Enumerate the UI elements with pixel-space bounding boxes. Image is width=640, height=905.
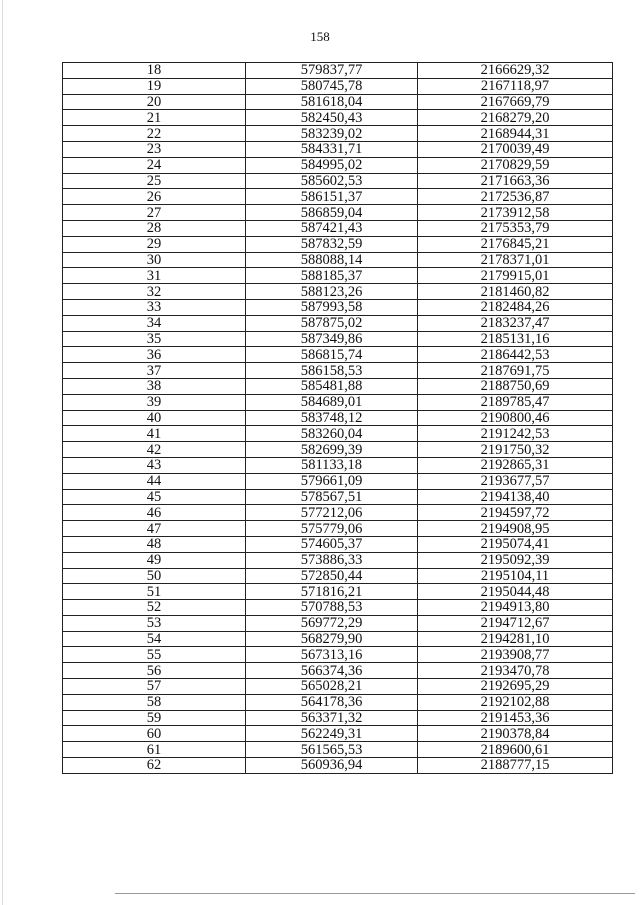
point-number-cell: 24 xyxy=(63,157,246,173)
x-coordinate-cell: 562249,31 xyxy=(246,726,418,742)
point-number-cell: 31 xyxy=(63,268,246,284)
point-number-cell: 26 xyxy=(63,189,246,205)
x-coordinate-cell: 570788,53 xyxy=(246,600,418,616)
y-coordinate-cell: 2181460,82 xyxy=(418,284,613,300)
y-coordinate-cell: 2175353,79 xyxy=(418,220,613,236)
point-number-cell: 30 xyxy=(63,252,246,268)
point-number-cell: 40 xyxy=(63,410,246,426)
y-coordinate-cell: 2191750,32 xyxy=(418,442,613,458)
y-coordinate-cell: 2192695,29 xyxy=(418,679,613,695)
point-number-cell: 20 xyxy=(63,94,246,110)
table-row xyxy=(63,505,613,521)
point-number-cell: 52 xyxy=(63,600,246,616)
y-coordinate-cell: 2194908,95 xyxy=(418,521,613,537)
point-number-cell: 34 xyxy=(63,315,246,331)
y-coordinate-cell: 2195074,41 xyxy=(418,536,613,552)
x-coordinate-cell: 582699,39 xyxy=(246,442,418,458)
table-row xyxy=(63,394,613,410)
table-row xyxy=(63,457,613,473)
x-coordinate-cell: 579837,77 xyxy=(246,63,418,79)
y-coordinate-cell: 2186442,53 xyxy=(418,347,613,363)
x-coordinate-cell: 571816,21 xyxy=(246,584,418,600)
table-row xyxy=(63,742,613,758)
y-coordinate-cell: 2167669,79 xyxy=(418,94,613,110)
x-coordinate-cell: 581133,18 xyxy=(246,457,418,473)
x-coordinate-cell: 584995,02 xyxy=(246,157,418,173)
x-coordinate-cell: 588185,37 xyxy=(246,268,418,284)
x-coordinate-cell: 587349,86 xyxy=(246,331,418,347)
x-coordinate-cell: 584331,71 xyxy=(246,141,418,157)
point-number-cell: 32 xyxy=(63,284,246,300)
y-coordinate-cell: 2189785,47 xyxy=(418,394,613,410)
point-number-cell: 25 xyxy=(63,173,246,189)
table-row xyxy=(63,173,613,189)
x-coordinate-cell: 587832,59 xyxy=(246,236,418,252)
x-coordinate-cell: 580745,78 xyxy=(246,78,418,94)
table-row xyxy=(63,236,613,252)
table-row xyxy=(63,442,613,458)
table-row xyxy=(63,552,613,568)
table-row xyxy=(63,315,613,331)
x-coordinate-cell: 579661,09 xyxy=(246,473,418,489)
point-number-cell: 23 xyxy=(63,141,246,157)
x-coordinate-cell: 564178,36 xyxy=(246,694,418,710)
y-coordinate-cell: 2195092,39 xyxy=(418,552,613,568)
point-number-cell: 59 xyxy=(63,710,246,726)
point-number-cell: 42 xyxy=(63,442,246,458)
x-coordinate-cell: 565028,21 xyxy=(246,679,418,695)
table-row xyxy=(63,126,613,142)
y-coordinate-cell: 2179915,01 xyxy=(418,268,613,284)
point-number-cell: 22 xyxy=(63,126,246,142)
x-coordinate-cell: 577212,06 xyxy=(246,505,418,521)
x-coordinate-cell: 560936,94 xyxy=(246,758,418,774)
y-coordinate-cell: 2194597,72 xyxy=(418,505,613,521)
x-coordinate-cell: 588123,26 xyxy=(246,284,418,300)
point-number-cell: 36 xyxy=(63,347,246,363)
table-row xyxy=(63,363,613,379)
point-number-cell: 38 xyxy=(63,378,246,394)
y-coordinate-cell: 2193677,57 xyxy=(418,473,613,489)
y-coordinate-cell: 2188750,69 xyxy=(418,378,613,394)
x-coordinate-cell: 563371,32 xyxy=(246,710,418,726)
x-coordinate-cell: 585481,88 xyxy=(246,378,418,394)
point-number-cell: 48 xyxy=(63,536,246,552)
y-coordinate-cell: 2173912,58 xyxy=(418,205,613,221)
coordinates-table xyxy=(62,62,613,774)
x-coordinate-cell: 573886,33 xyxy=(246,552,418,568)
y-coordinate-cell: 2188777,15 xyxy=(418,758,613,774)
x-coordinate-cell: 568279,90 xyxy=(246,631,418,647)
table-row xyxy=(63,600,613,616)
table-row xyxy=(63,694,613,710)
y-coordinate-cell: 2190378,84 xyxy=(418,726,613,742)
y-coordinate-cell: 2191453,36 xyxy=(418,710,613,726)
table-row xyxy=(63,78,613,94)
table-row xyxy=(63,268,613,284)
x-coordinate-cell: 586151,37 xyxy=(246,189,418,205)
y-coordinate-cell: 2183237,47 xyxy=(418,315,613,331)
y-coordinate-cell: 2194913,80 xyxy=(418,600,613,616)
table-row xyxy=(63,410,613,426)
table-row xyxy=(63,299,613,315)
table-row xyxy=(63,584,613,600)
point-number-cell: 37 xyxy=(63,363,246,379)
y-coordinate-cell: 2187691,75 xyxy=(418,363,613,379)
table-row xyxy=(63,189,613,205)
x-coordinate-cell: 587875,02 xyxy=(246,315,418,331)
table-row xyxy=(63,568,613,584)
point-number-cell: 41 xyxy=(63,426,246,442)
y-coordinate-cell: 2170829,59 xyxy=(418,157,613,173)
point-number-cell: 46 xyxy=(63,505,246,521)
y-coordinate-cell: 2194712,67 xyxy=(418,615,613,631)
x-coordinate-cell: 587421,43 xyxy=(246,220,418,236)
y-coordinate-cell: 2170039,49 xyxy=(418,141,613,157)
x-coordinate-cell: 584689,01 xyxy=(246,394,418,410)
point-number-cell: 51 xyxy=(63,584,246,600)
point-number-cell: 50 xyxy=(63,568,246,584)
x-coordinate-cell: 574605,37 xyxy=(246,536,418,552)
table-row xyxy=(63,615,613,631)
point-number-cell: 39 xyxy=(63,394,246,410)
table-row xyxy=(63,331,613,347)
x-coordinate-cell: 575779,06 xyxy=(246,521,418,537)
x-coordinate-cell: 586815,74 xyxy=(246,347,418,363)
table-row xyxy=(63,110,613,126)
table-row xyxy=(63,631,613,647)
y-coordinate-cell: 2168944,31 xyxy=(418,126,613,142)
table-row xyxy=(63,94,613,110)
x-coordinate-cell: 582450,43 xyxy=(246,110,418,126)
point-number-cell: 28 xyxy=(63,220,246,236)
point-number-cell: 53 xyxy=(63,615,246,631)
table-row xyxy=(63,536,613,552)
y-coordinate-cell: 2189600,61 xyxy=(418,742,613,758)
x-coordinate-cell: 586859,04 xyxy=(246,205,418,221)
y-coordinate-cell: 2166629,32 xyxy=(418,63,613,79)
table-row xyxy=(63,141,613,157)
y-coordinate-cell: 2193908,77 xyxy=(418,647,613,663)
scan-left-edge xyxy=(2,0,3,905)
table-row xyxy=(63,205,613,221)
y-coordinate-cell: 2172536,87 xyxy=(418,189,613,205)
page-number: 158 xyxy=(310,29,330,44)
point-number-cell: 55 xyxy=(63,647,246,663)
y-coordinate-cell: 2190800,46 xyxy=(418,410,613,426)
x-coordinate-cell: 586158,53 xyxy=(246,363,418,379)
y-coordinate-cell: 2195044,48 xyxy=(418,584,613,600)
table-row xyxy=(63,521,613,537)
table-row xyxy=(63,710,613,726)
y-coordinate-cell: 2178371,01 xyxy=(418,252,613,268)
table-row xyxy=(63,284,613,300)
x-coordinate-cell: 566374,36 xyxy=(246,663,418,679)
point-number-cell: 57 xyxy=(63,679,246,695)
y-coordinate-cell: 2194281,10 xyxy=(418,631,613,647)
bottom-rule xyxy=(115,893,635,894)
y-coordinate-cell: 2192102,88 xyxy=(418,694,613,710)
table-row xyxy=(63,63,613,79)
table-row xyxy=(63,157,613,173)
point-number-cell: 43 xyxy=(63,457,246,473)
table-row xyxy=(63,252,613,268)
table-row xyxy=(63,663,613,679)
table-row xyxy=(63,378,613,394)
y-coordinate-cell: 2171663,36 xyxy=(418,173,613,189)
point-number-cell: 47 xyxy=(63,521,246,537)
table-row xyxy=(63,758,613,774)
point-number-cell: 61 xyxy=(63,742,246,758)
table-row xyxy=(63,726,613,742)
point-number-cell: 33 xyxy=(63,299,246,315)
point-number-cell: 19 xyxy=(63,78,246,94)
point-number-cell: 29 xyxy=(63,236,246,252)
point-number-cell: 45 xyxy=(63,489,246,505)
x-coordinate-cell: 581618,04 xyxy=(246,94,418,110)
point-number-cell: 54 xyxy=(63,631,246,647)
y-coordinate-cell: 2195104,11 xyxy=(418,568,613,584)
point-number-cell: 35 xyxy=(63,331,246,347)
table-row xyxy=(63,220,613,236)
x-coordinate-cell: 567313,16 xyxy=(246,647,418,663)
point-number-cell: 62 xyxy=(63,758,246,774)
y-coordinate-cell: 2192865,31 xyxy=(418,457,613,473)
point-number-cell: 60 xyxy=(63,726,246,742)
point-number-cell: 44 xyxy=(63,473,246,489)
x-coordinate-cell: 585602,53 xyxy=(246,173,418,189)
point-number-cell: 49 xyxy=(63,552,246,568)
x-coordinate-cell: 583748,12 xyxy=(246,410,418,426)
y-coordinate-cell: 2194138,40 xyxy=(418,489,613,505)
y-coordinate-cell: 2167118,97 xyxy=(418,78,613,94)
table-row xyxy=(63,647,613,663)
point-number-cell: 58 xyxy=(63,694,246,710)
table-row xyxy=(63,426,613,442)
table-row xyxy=(63,679,613,695)
table-row xyxy=(63,347,613,363)
table-row xyxy=(63,489,613,505)
y-coordinate-cell: 2168279,20 xyxy=(418,110,613,126)
point-number-cell: 21 xyxy=(63,110,246,126)
y-coordinate-cell: 2193470,78 xyxy=(418,663,613,679)
x-coordinate-cell: 561565,53 xyxy=(246,742,418,758)
x-coordinate-cell: 572850,44 xyxy=(246,568,418,584)
y-coordinate-cell: 2191242,53 xyxy=(418,426,613,442)
coordinates-table-body xyxy=(63,63,613,774)
table-row xyxy=(63,473,613,489)
x-coordinate-cell: 578567,51 xyxy=(246,489,418,505)
y-coordinate-cell: 2176845,21 xyxy=(418,236,613,252)
x-coordinate-cell: 587993,58 xyxy=(246,299,418,315)
point-number-cell: 27 xyxy=(63,205,246,221)
y-coordinate-cell: 2182484,26 xyxy=(418,299,613,315)
x-coordinate-cell: 583260,04 xyxy=(246,426,418,442)
point-number-cell: 56 xyxy=(63,663,246,679)
point-number-cell: 18 xyxy=(63,63,246,79)
x-coordinate-cell: 588088,14 xyxy=(246,252,418,268)
x-coordinate-cell: 569772,29 xyxy=(246,615,418,631)
y-coordinate-cell: 2185131,16 xyxy=(418,331,613,347)
x-coordinate-cell: 583239,02 xyxy=(246,126,418,142)
